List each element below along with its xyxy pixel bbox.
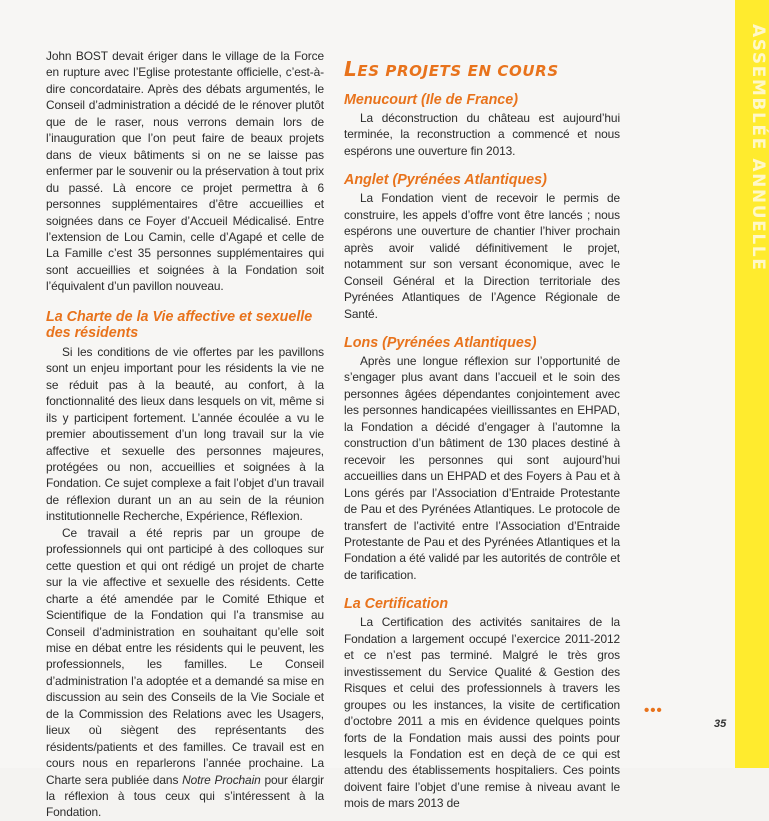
section-title-projets <box>344 54 620 82</box>
paragraph-john-bost: John BOST devait ériger dans le village de la Force en rupture avec l’Eglise protestante officielle, c’est-à-dire concordataire. Après des débats argumentés, le Conseil d’administration a décidé de le rénover plutôt que de le raser, nous verrons demain lors de l’inauguration que l’on peut faire de beaux projets dans de vieux bâtiments si on ne se laisse pas enfermer par le souvenir ou la préservation à tout prix du passé. Là encore ce projet permettra à 6 personnes supplémentaires d’être accueillies et soignées dans ce Foyer d’Accueil Médicalisé. Entre l’extension de Lou Camin, celle d’Agapé et celle de La Famille c’est 35 personnes supplémentaires qui sont accueillies et soignées à la Fondation soit l’équivalent d’un pavillon nouveau. <box>46 49 324 294</box>
page-number: 35 <box>714 718 727 730</box>
heading-charte: La Charte de la Vie affective et sexuelle des résidents <box>46 308 313 341</box>
publication-title: Notre Prochain <box>182 772 261 787</box>
section-title-rest: ES PROJETS EN COURS <box>357 62 559 80</box>
paragraph-charte-work <box>46 525 324 821</box>
paragraph-charte-text: Ce travail a été repris par un groupe de professionnels qui ont participé à des colloques sur cette question et qui ont rédigé un projet de charte sur la vie affective et sexuelle des résidents. Cette charte a été amendée par le Comité Ethique et Scientifique de la Fondation qui l’a transmise au Conseil d’administration en souhaitant qu’elle soit mise en débat entre les résidents qui le peuvent, les professionnels, les familles. Le Conseil d’administration l’a adoptée et a demandé sa mise en discussion au sein des Conseils de la Vie Sociale et de la Commission des Relations avec les Usagers, lieux où siègent des représentants des résidents/patients et des familles. Ce travail est en cours nous en reparlerons l’année prochaine. La Charte sera publiée dans <box>46 525 324 787</box>
paragraph-menucourt: La déconstruction du château est aujourd’hui terminée, la reconstruction a commencé et nous espérons une ouverture fin 2013. <box>344 111 620 158</box>
continuation-dots: ••• <box>644 702 663 719</box>
paragraph-anglet: La Fondation vient de recevoir le permis de construire, les appels d’offre vont être lancés ; nous espérons une ouverture de chantier l’hiver prochain après avoir validé définitivement le projet, notamment sur son versant économique, avec le Conseil Général et la Direction territoriale des Pyrénées Atlantiques de l’Agence Régionale de Santé. <box>344 191 620 321</box>
paragraph-charte-intro: Si les conditions de vie offertes par les pavillons sont un enjeu important pour les résidents la vie ne se réduit pas à la beauté, au confort, à la fonctionnalité des lieux dans lesquels on vit, même si ils y participent fortement. L’année écoulée a vu le premier aboutissement d’un long travail sur la vie affective et sexuelle des personnes majeures, protégées ou non, accueillies et soignées à la Fondation. Ce sujet complexe a fait l’objet d’un travail de réflexion durant un an au sein de la réunion institutionnelle Recherche, Expérience, Réflexion. <box>46 344 324 524</box>
heading-certification: La Certification <box>344 596 449 613</box>
heading-menucourt: Menucourt (Ile de France) <box>344 92 518 108</box>
right-column <box>344 54 620 812</box>
heading-lons: Lons (Pyrénées Atlantiques) <box>344 334 537 351</box>
left-column <box>46 48 324 821</box>
paragraph-charte-end: pour élargir la réflexion à tous ceux qui s’intéressent à la Fondation. <box>46 772 325 820</box>
paragraph-certification: La Certification des activités sanitaires de la Fondation a largement occupé l’exercice 2011-2012 et ce n’est pas terminé. Malgré le très gros investissement du Service Qualité & Gestion des Risques et celui des professionnels à travers les groupes ou les instances, la visite de certification d’octobre 2011 a mis en évidence quelques points forts de la Fondation mais aussi des points pour lesquels la Fondation est en deçà de ce qui est attendu des établissements hospitaliers. Ces points doivent faire l’objet d’une remise à niveau avant le mois de mars 2013 de <box>344 615 620 811</box>
section-title-initial: L <box>344 57 358 81</box>
paragraph-lons: Après une longue réflexion sur l’opportunité de s’engager plus avant dans l’accueil et le soin des personnes âgées dépendantes conjointement avec les personnes handicapées vieillissantes en EHPAD, la Fondation a décidé d’engager à l’automne la construction d’un bâtiment de 130 places destiné à recevoir les personnes qui sont aujourd’hui accueillies dans un EHPAD et des Foyers à Pau et à Lons gérés par l’Association d’Entraide Protestante de Pau et des Pyrénées Atlantiques. Le protocole de transfert de l’activité entre l’Association d’Entraide Protestante de Pau et des Pyrénées Atlantiques et la Fondation a été validé par les autorités de contrôle et de tarification. <box>344 353 620 582</box>
heading-anglet: Anglet (Pyrénées Atlantiques) <box>344 172 547 189</box>
sidebar-title: ASSEMBLÉE ANNUELLE <box>748 24 768 272</box>
